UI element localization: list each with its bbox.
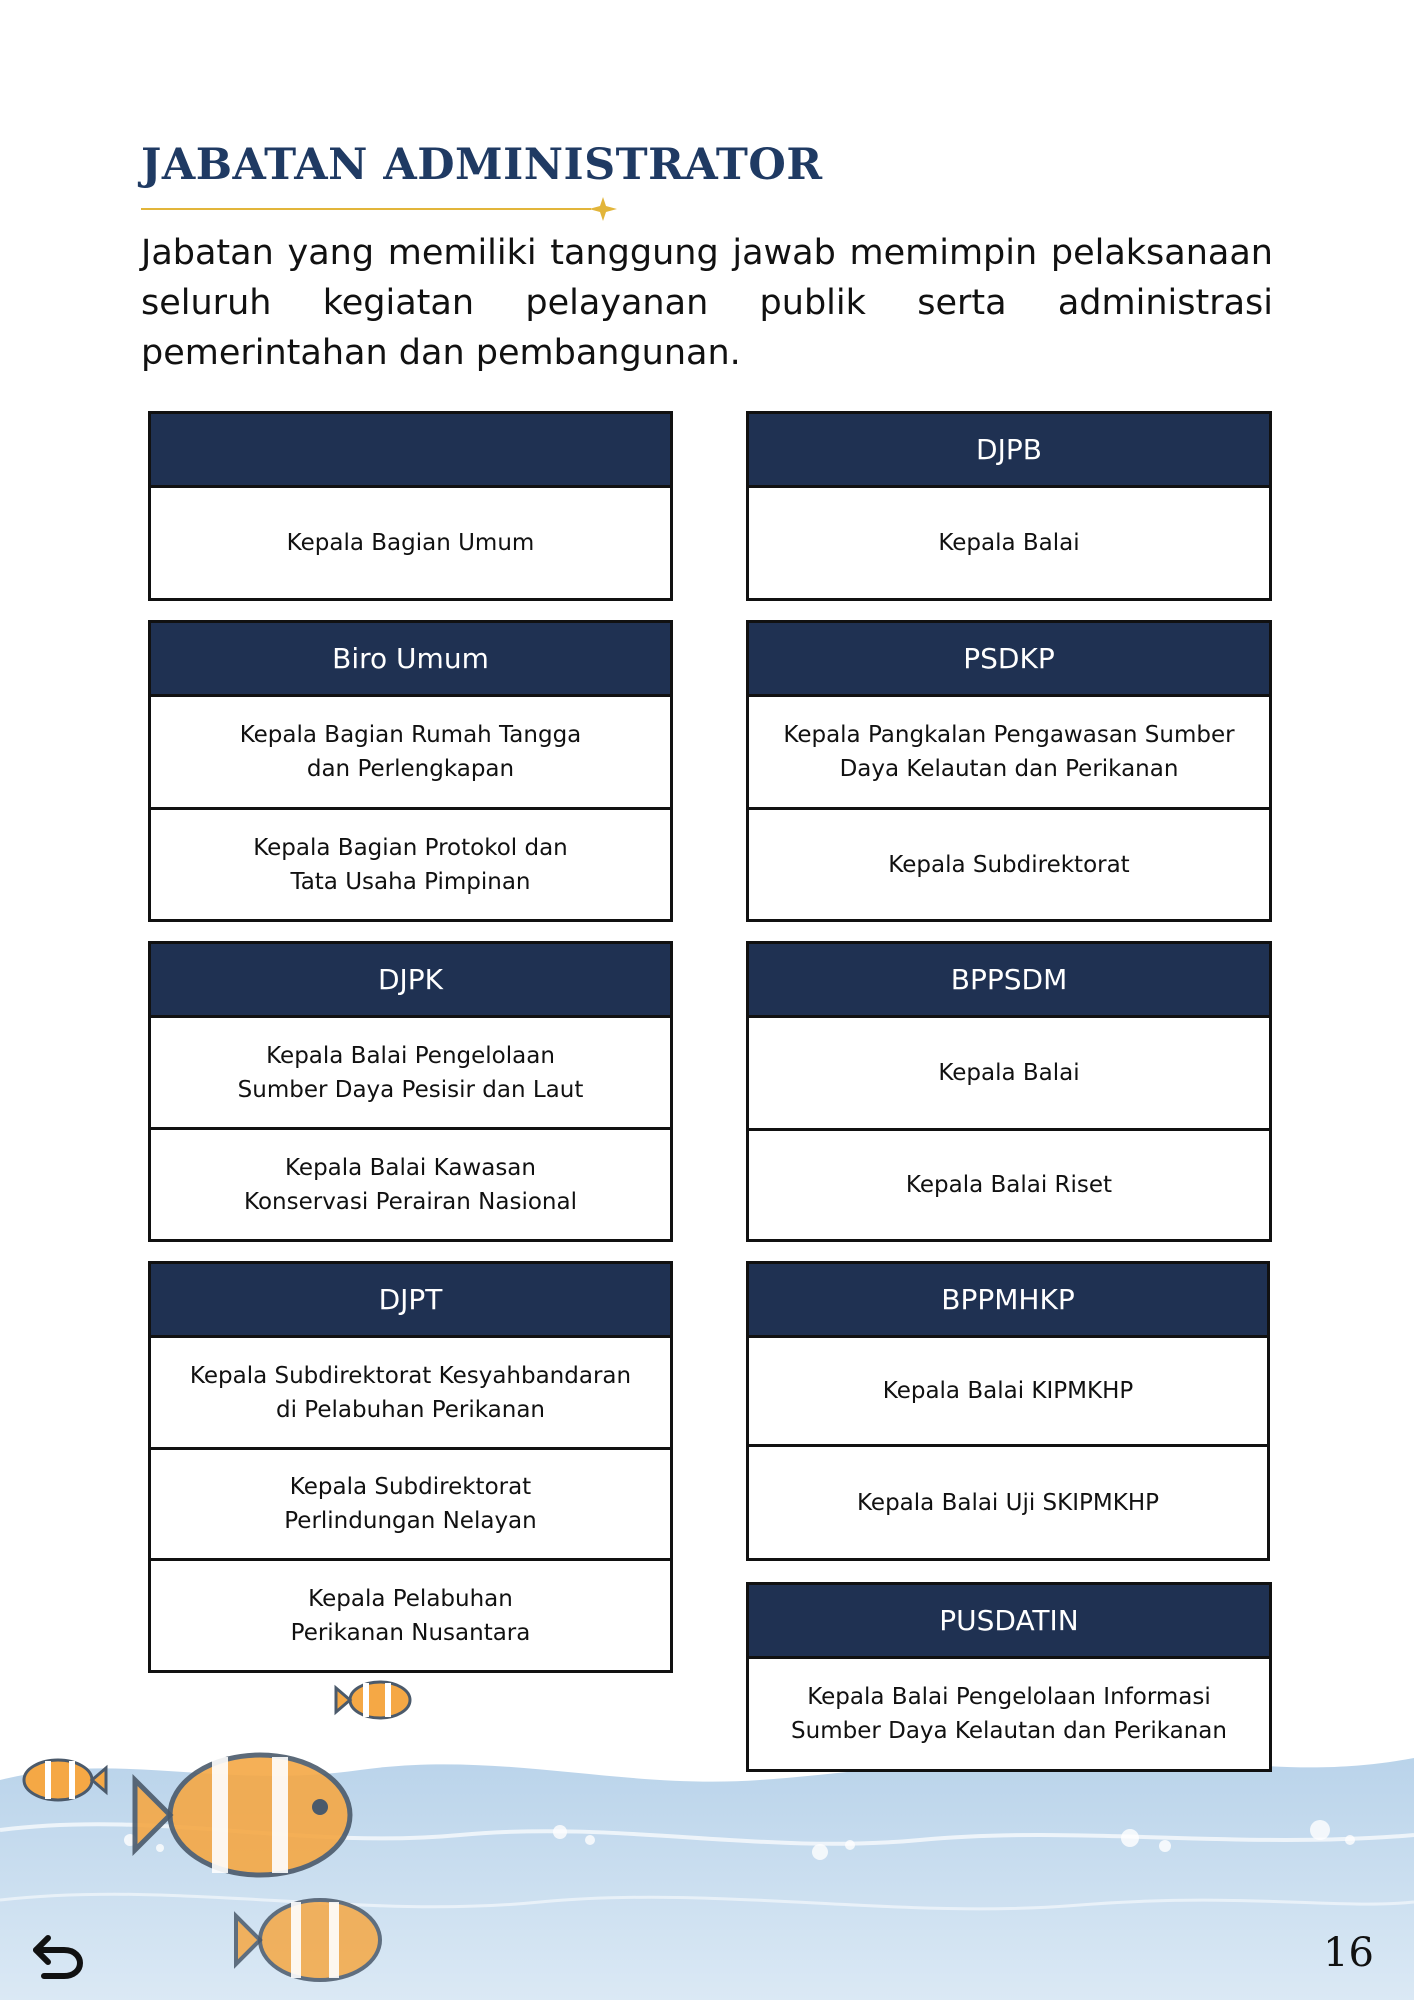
card-header: BPPMHKP (749, 1264, 1267, 1338)
page-number: 16 (1323, 1930, 1374, 1976)
card-row: Kepala Balai Pengelolaan Sumber Daya Pesisir dan Laut (237, 1042, 584, 1103)
card-row: Kepala Balai (938, 1060, 1080, 1086)
card-row: Kepala Bagian Umum (286, 530, 535, 556)
card-psdkp (746, 620, 1272, 922)
card-header: DJPT (151, 1264, 670, 1338)
card-row: Kepala Balai KIPMKHP (882, 1378, 1134, 1404)
card-bppsdm (746, 941, 1272, 1242)
card-row: Kepala Balai Pengelolaan Informasi Sumber Daya Kelautan dan Perikanan (791, 1684, 1227, 1744)
card-row: Kepala Pangkalan Pengawasan Sumber Daya Kelautan dan Perikanan (783, 722, 1235, 782)
card-header: PSDKP (749, 623, 1269, 697)
card-row: Kepala Bagian Protokol dan Tata Usaha Pimpinan (151, 807, 670, 919)
card-header: PUSDATIN (749, 1585, 1269, 1659)
sparkle-icon (589, 197, 617, 221)
card-djpt (148, 1261, 673, 1673)
title-underline (141, 197, 617, 221)
page-title: JABATAN ADMINISTRATOR (141, 140, 823, 190)
card-biro-umum (148, 620, 673, 922)
card-row: Kepala Subdirektorat Perlindungan Nelayan (151, 1447, 670, 1558)
card-row: Kepala Balai Riset (749, 1128, 1269, 1239)
card-bppmhkp (746, 1261, 1270, 1561)
card-row: Kepala Balai Uji SKIPMKHP (749, 1444, 1267, 1558)
card-row: Kepala Balai (938, 530, 1080, 556)
card-djpk (148, 941, 673, 1242)
card-header: Biro Umum (151, 623, 670, 697)
intro-paragraph: Jabatan yang memiliki tanggung jawab memimpin pelaksanaan seluruh kegiatan pelayanan publik serta administrasi pemerintahan dan pembangunan. (141, 233, 1273, 373)
card-setjen (148, 411, 673, 601)
card-header: DJPB (749, 414, 1269, 488)
card-djpb (746, 411, 1272, 601)
card-pusdatin (746, 1582, 1272, 1772)
card-header: DJPK (151, 944, 670, 1018)
clownfish-icon (336, 1682, 410, 1718)
card-row: Kepala Pelabuhan Perikanan Nusantara (151, 1558, 670, 1670)
card-row: Kepala Balai Kawasan Konservasi Perairan Nasional (151, 1127, 670, 1239)
card-row: Kepala Bagian Rumah Tangga dan Perlengkapan (239, 722, 582, 782)
card-header: BPPSDM (749, 944, 1269, 1018)
card-header (151, 414, 670, 488)
back-arrow-icon[interactable] (30, 1930, 86, 1980)
card-row: Kepala Subdirektorat Kesyahbandaran di Pelabuhan Perikanan (189, 1362, 632, 1423)
card-row: Kepala Subdirektorat (749, 807, 1269, 919)
